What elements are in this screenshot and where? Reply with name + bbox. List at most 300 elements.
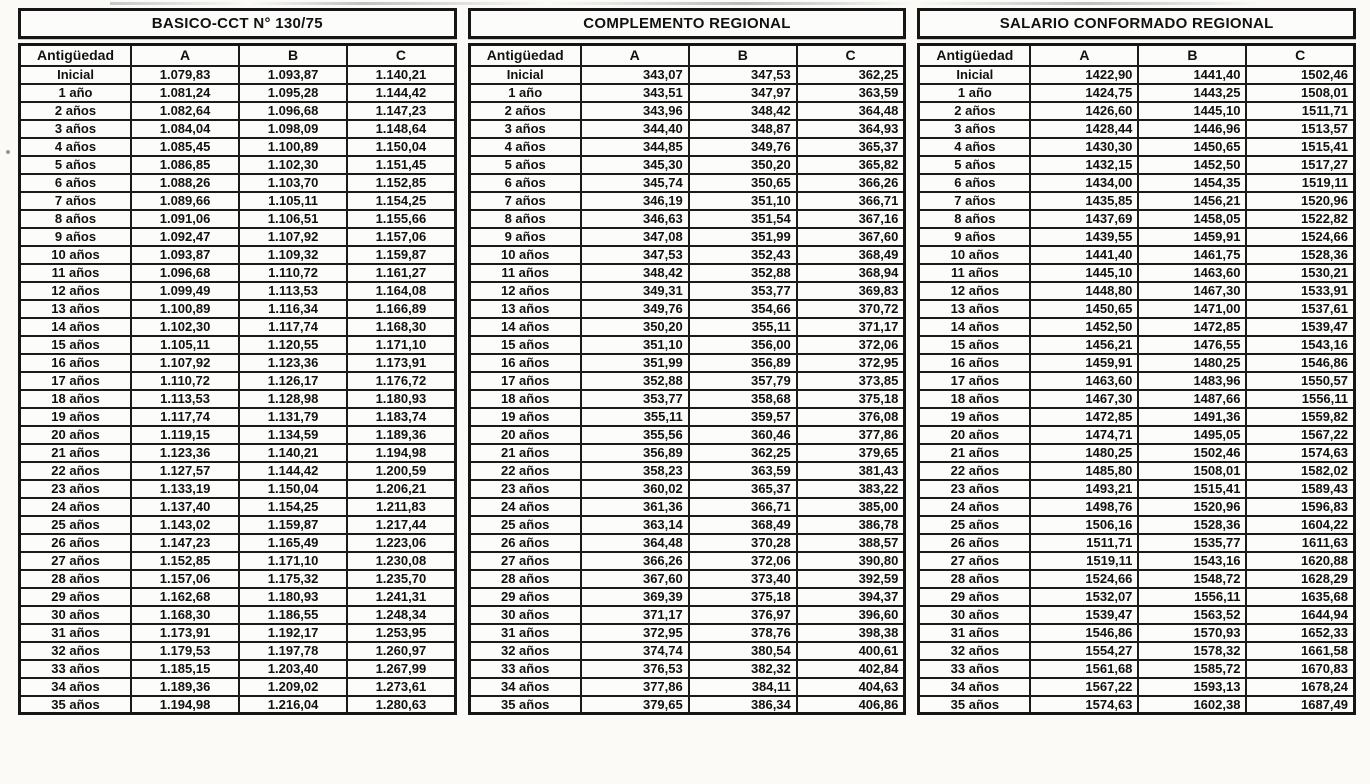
salary-value-cell: 377,86 bbox=[581, 678, 689, 696]
salary-value-cell: 1.109,32 bbox=[239, 246, 347, 264]
salary-value-cell: 1472,85 bbox=[1030, 408, 1138, 426]
salary-value-cell: 1459,91 bbox=[1030, 354, 1138, 372]
column-header-b: B bbox=[1138, 45, 1246, 66]
salary-value-cell: 356,89 bbox=[581, 444, 689, 462]
salary-value-cell: 1443,25 bbox=[1138, 84, 1246, 102]
salary-value-cell: 380,54 bbox=[689, 642, 797, 660]
salary-value-cell: 348,42 bbox=[689, 102, 797, 120]
table-row bbox=[20, 552, 456, 570]
salary-value-cell: 1.216,04 bbox=[239, 696, 347, 714]
table-row bbox=[919, 588, 1355, 606]
salary-value-cell: 1446,96 bbox=[1138, 120, 1246, 138]
antiguedad-cell: 25 años bbox=[20, 516, 132, 534]
antiguedad-cell: 23 años bbox=[20, 480, 132, 498]
salary-value-cell: 1.084,04 bbox=[131, 120, 239, 138]
salary-value-cell: 1.180,93 bbox=[347, 390, 455, 408]
antiguedad-cell: 24 años bbox=[469, 498, 581, 516]
antiguedad-cell: 6 años bbox=[20, 174, 132, 192]
table-row bbox=[20, 516, 456, 534]
salary-value-cell: 388,57 bbox=[797, 534, 905, 552]
salary-value-cell: 363,59 bbox=[797, 84, 905, 102]
antiguedad-cell: 31 años bbox=[919, 624, 1031, 642]
salary-value-cell: 1.280,63 bbox=[347, 696, 455, 714]
salary-value-cell: 1574,63 bbox=[1030, 696, 1138, 714]
salary-value-cell: 353,77 bbox=[581, 390, 689, 408]
salary-value-cell: 1567,22 bbox=[1246, 426, 1354, 444]
salary-value-cell: 356,89 bbox=[689, 354, 797, 372]
section-basico-cct bbox=[18, 8, 457, 715]
table-row bbox=[919, 264, 1355, 282]
salary-value-cell: 352,88 bbox=[689, 264, 797, 282]
salary-value-cell: 1.186,55 bbox=[239, 606, 347, 624]
salary-value-cell: 1458,05 bbox=[1138, 210, 1246, 228]
column-header-b: B bbox=[239, 45, 347, 66]
antiguedad-cell: 28 años bbox=[20, 570, 132, 588]
salary-value-cell: 1524,66 bbox=[1030, 570, 1138, 588]
salary-value-cell: 1.107,92 bbox=[131, 354, 239, 372]
salary-value-cell: 1506,16 bbox=[1030, 516, 1138, 534]
salary-value-cell: 1.117,74 bbox=[239, 318, 347, 336]
antiguedad-cell: 21 años bbox=[20, 444, 132, 462]
salary-value-cell: 1.173,91 bbox=[131, 624, 239, 642]
salary-value-cell: 1519,11 bbox=[1246, 174, 1354, 192]
antiguedad-cell: 9 años bbox=[469, 228, 581, 246]
salary-value-cell: 343,07 bbox=[581, 66, 689, 84]
antiguedad-cell: 15 años bbox=[919, 336, 1031, 354]
salary-value-cell: 1467,30 bbox=[1030, 390, 1138, 408]
salary-value-cell: 373,85 bbox=[797, 372, 905, 390]
salary-value-cell: 1.241,31 bbox=[347, 588, 455, 606]
table-row bbox=[469, 102, 905, 120]
table-row bbox=[20, 120, 456, 138]
antiguedad-cell: 8 años bbox=[469, 210, 581, 228]
salary-value-cell: 1430,30 bbox=[1030, 138, 1138, 156]
table-row bbox=[919, 678, 1355, 696]
salary-value-cell: 1459,91 bbox=[1138, 228, 1246, 246]
table-row bbox=[469, 660, 905, 678]
salary-value-cell: 1.223,06 bbox=[347, 534, 455, 552]
salary-value-cell: 1520,96 bbox=[1246, 192, 1354, 210]
scan-artifact bbox=[6, 150, 10, 154]
salary-value-cell: 1.110,72 bbox=[131, 372, 239, 390]
antiguedad-cell: 7 años bbox=[469, 192, 581, 210]
table-row bbox=[20, 336, 456, 354]
salary-value-cell: 365,37 bbox=[689, 480, 797, 498]
salary-value-cell: 1.093,87 bbox=[131, 246, 239, 264]
table-row bbox=[20, 318, 456, 336]
antiguedad-cell: 1 año bbox=[20, 84, 132, 102]
salary-value-cell: 1559,82 bbox=[1246, 408, 1354, 426]
table-row bbox=[919, 498, 1355, 516]
table-row bbox=[919, 318, 1355, 336]
salary-value-cell: 1528,36 bbox=[1246, 246, 1354, 264]
table-row bbox=[469, 696, 905, 714]
antiguedad-cell: 34 años bbox=[20, 678, 132, 696]
salary-value-cell: 1582,02 bbox=[1246, 462, 1354, 480]
salary-value-cell: 1472,85 bbox=[1138, 318, 1246, 336]
antiguedad-column-header: Antigüedad bbox=[919, 45, 1031, 66]
table-row bbox=[20, 570, 456, 588]
salary-value-cell: 400,61 bbox=[797, 642, 905, 660]
table-row bbox=[469, 120, 905, 138]
salary-value-cell: 344,85 bbox=[581, 138, 689, 156]
salary-value-cell: 362,25 bbox=[689, 444, 797, 462]
antiguedad-cell: 27 años bbox=[469, 552, 581, 570]
antiguedad-cell: 12 años bbox=[20, 282, 132, 300]
section-salario-conformado bbox=[917, 8, 1356, 715]
table-row bbox=[919, 570, 1355, 588]
antiguedad-cell: 34 años bbox=[469, 678, 581, 696]
salary-value-cell: 1539,47 bbox=[1246, 318, 1354, 336]
salary-value-cell: 386,34 bbox=[689, 696, 797, 714]
salary-value-cell: 392,59 bbox=[797, 570, 905, 588]
column-header-c: C bbox=[347, 45, 455, 66]
table-row bbox=[919, 138, 1355, 156]
salary-value-cell: 1483,96 bbox=[1138, 372, 1246, 390]
table-row bbox=[20, 696, 456, 714]
salary-value-cell: 350,20 bbox=[689, 156, 797, 174]
salary-value-cell: 1602,38 bbox=[1138, 696, 1246, 714]
salary-value-cell: 1454,35 bbox=[1138, 174, 1246, 192]
table-row bbox=[469, 138, 905, 156]
salary-value-cell: 1.159,87 bbox=[347, 246, 455, 264]
antiguedad-cell: 17 años bbox=[469, 372, 581, 390]
antiguedad-cell: 16 años bbox=[20, 354, 132, 372]
salary-value-cell: 358,23 bbox=[581, 462, 689, 480]
salary-value-cell: 1611,63 bbox=[1246, 534, 1354, 552]
salary-value-cell: 1.248,34 bbox=[347, 606, 455, 624]
salary-value-cell: 373,40 bbox=[689, 570, 797, 588]
table-row bbox=[919, 246, 1355, 264]
salary-value-cell: 1.192,17 bbox=[239, 624, 347, 642]
salary-value-cell: 352,88 bbox=[581, 372, 689, 390]
salary-value-cell: 368,49 bbox=[797, 246, 905, 264]
salary-value-cell: 1.159,87 bbox=[239, 516, 347, 534]
table-row bbox=[469, 354, 905, 372]
salary-value-cell: 355,11 bbox=[581, 408, 689, 426]
salary-value-cell: 349,76 bbox=[689, 138, 797, 156]
salary-value-cell: 370,28 bbox=[689, 534, 797, 552]
salary-value-cell: 1543,16 bbox=[1246, 336, 1354, 354]
antiguedad-cell: 22 años bbox=[469, 462, 581, 480]
table-row bbox=[20, 192, 456, 210]
salary-value-cell: 1508,01 bbox=[1138, 462, 1246, 480]
table-row bbox=[20, 534, 456, 552]
salary-value-cell: 363,14 bbox=[581, 516, 689, 534]
antiguedad-cell: 33 años bbox=[20, 660, 132, 678]
salary-value-cell: 377,86 bbox=[797, 426, 905, 444]
salary-value-cell: 1.100,89 bbox=[239, 138, 347, 156]
salary-value-cell: 1652,33 bbox=[1246, 624, 1354, 642]
salary-value-cell: 1.116,34 bbox=[239, 300, 347, 318]
antiguedad-cell: 13 años bbox=[20, 300, 132, 318]
table-row bbox=[919, 534, 1355, 552]
table-row bbox=[919, 210, 1355, 228]
table-row bbox=[469, 84, 905, 102]
salario-conformado-table bbox=[917, 43, 1356, 715]
salary-value-cell: 351,99 bbox=[689, 228, 797, 246]
salary-value-cell: 1.180,93 bbox=[239, 588, 347, 606]
salary-value-cell: 1.151,45 bbox=[347, 156, 455, 174]
antiguedad-cell: 19 años bbox=[20, 408, 132, 426]
section-title-complemento: COMPLEMENTO REGIONAL bbox=[468, 8, 907, 39]
salary-value-cell: 357,79 bbox=[689, 372, 797, 390]
table-row bbox=[20, 390, 456, 408]
salary-value-cell: 351,54 bbox=[689, 210, 797, 228]
salary-value-cell: 1.230,08 bbox=[347, 552, 455, 570]
salary-value-cell: 1.140,21 bbox=[347, 66, 455, 84]
salary-value-cell: 1.096,68 bbox=[239, 102, 347, 120]
salary-value-cell: 1480,25 bbox=[1138, 354, 1246, 372]
salary-value-cell: 347,08 bbox=[581, 228, 689, 246]
antiguedad-cell: 34 años bbox=[919, 678, 1031, 696]
salary-value-cell: 1556,11 bbox=[1138, 588, 1246, 606]
table-row bbox=[469, 156, 905, 174]
salary-value-cell: 1463,60 bbox=[1030, 372, 1138, 390]
salary-value-cell: 375,18 bbox=[689, 588, 797, 606]
table-row bbox=[469, 606, 905, 624]
antiguedad-cell: 22 años bbox=[919, 462, 1031, 480]
antiguedad-column-header: Antigüedad bbox=[20, 45, 132, 66]
salary-value-cell: 1448,80 bbox=[1030, 282, 1138, 300]
salary-value-cell: 1687,49 bbox=[1246, 696, 1354, 714]
table-row bbox=[469, 444, 905, 462]
table-row bbox=[469, 390, 905, 408]
salary-value-cell: 1532,07 bbox=[1030, 588, 1138, 606]
antiguedad-cell: 11 años bbox=[20, 264, 132, 282]
salary-value-cell: 1435,85 bbox=[1030, 192, 1138, 210]
table-row bbox=[919, 372, 1355, 390]
salary-value-cell: 1502,46 bbox=[1246, 66, 1354, 84]
salary-value-cell: 362,25 bbox=[797, 66, 905, 84]
table-row bbox=[919, 300, 1355, 318]
antiguedad-cell: 9 años bbox=[20, 228, 132, 246]
salary-value-cell: 1635,68 bbox=[1246, 588, 1354, 606]
salary-value-cell: 1519,11 bbox=[1030, 552, 1138, 570]
salary-value-cell: 1530,21 bbox=[1246, 264, 1354, 282]
salary-value-cell: 351,10 bbox=[689, 192, 797, 210]
table-row bbox=[20, 282, 456, 300]
salary-value-cell: 1.147,23 bbox=[131, 534, 239, 552]
table-row bbox=[919, 426, 1355, 444]
table-row bbox=[20, 66, 456, 84]
antiguedad-cell: 11 años bbox=[919, 264, 1031, 282]
salary-value-cell: 344,40 bbox=[581, 120, 689, 138]
salary-value-cell: 372,06 bbox=[797, 336, 905, 354]
salary-value-cell: 1.127,57 bbox=[131, 462, 239, 480]
table-row bbox=[20, 264, 456, 282]
salary-value-cell: 1561,68 bbox=[1030, 660, 1138, 678]
salary-value-cell: 1.154,25 bbox=[347, 192, 455, 210]
salary-value-cell: 1422,90 bbox=[1030, 66, 1138, 84]
salary-value-cell: 349,76 bbox=[581, 300, 689, 318]
salary-value-cell: 366,26 bbox=[581, 552, 689, 570]
salary-value-cell: 1.140,21 bbox=[239, 444, 347, 462]
salary-value-cell: 1528,36 bbox=[1138, 516, 1246, 534]
salary-value-cell: 1556,11 bbox=[1246, 390, 1354, 408]
salary-value-cell: 366,26 bbox=[797, 174, 905, 192]
salary-value-cell: 367,60 bbox=[581, 570, 689, 588]
salary-value-cell: 1.189,36 bbox=[347, 426, 455, 444]
salary-value-cell: 1467,30 bbox=[1138, 282, 1246, 300]
antiguedad-column-header: Antigüedad bbox=[469, 45, 581, 66]
column-header-a: A bbox=[1030, 45, 1138, 66]
table-row bbox=[919, 102, 1355, 120]
salary-value-cell: 406,86 bbox=[797, 696, 905, 714]
antiguedad-cell: 3 años bbox=[919, 120, 1031, 138]
antiguedad-cell: 9 años bbox=[919, 228, 1031, 246]
table-row bbox=[919, 462, 1355, 480]
table-row bbox=[469, 246, 905, 264]
scan-artifact bbox=[110, 2, 1260, 5]
table-row bbox=[20, 498, 456, 516]
antiguedad-cell: 4 años bbox=[469, 138, 581, 156]
salary-value-cell: 1428,44 bbox=[1030, 120, 1138, 138]
column-header-b: B bbox=[689, 45, 797, 66]
salary-value-cell: 1.137,40 bbox=[131, 498, 239, 516]
salary-value-cell: 1441,40 bbox=[1030, 246, 1138, 264]
salary-value-cell: 1.102,30 bbox=[239, 156, 347, 174]
table-row bbox=[469, 678, 905, 696]
salary-value-cell: 374,74 bbox=[581, 642, 689, 660]
table-row bbox=[20, 480, 456, 498]
antiguedad-cell: 27 años bbox=[919, 552, 1031, 570]
antiguedad-cell: 29 años bbox=[469, 588, 581, 606]
salary-value-cell: 383,22 bbox=[797, 480, 905, 498]
table-row bbox=[20, 210, 456, 228]
salary-value-cell: 1491,36 bbox=[1138, 408, 1246, 426]
table-row bbox=[919, 354, 1355, 372]
salary-value-cell: 1502,46 bbox=[1138, 444, 1246, 462]
antiguedad-cell: 4 años bbox=[20, 138, 132, 156]
salary-value-cell: 1.093,87 bbox=[239, 66, 347, 84]
antiguedad-cell: 35 años bbox=[20, 696, 132, 714]
salary-value-cell: 381,43 bbox=[797, 462, 905, 480]
table-row bbox=[469, 462, 905, 480]
salary-value-cell: 398,38 bbox=[797, 624, 905, 642]
salary-value-cell: 1.260,97 bbox=[347, 642, 455, 660]
salary-value-cell: 1.143,02 bbox=[131, 516, 239, 534]
antiguedad-cell: 25 años bbox=[919, 516, 1031, 534]
table-row bbox=[20, 354, 456, 372]
salary-value-cell: 1424,75 bbox=[1030, 84, 1138, 102]
salary-value-cell: 394,37 bbox=[797, 588, 905, 606]
antiguedad-cell: 1 año bbox=[919, 84, 1031, 102]
salary-value-cell: 1445,10 bbox=[1030, 264, 1138, 282]
salary-value-cell: 382,32 bbox=[689, 660, 797, 678]
salary-value-cell: 360,46 bbox=[689, 426, 797, 444]
salary-value-cell: 351,10 bbox=[581, 336, 689, 354]
salary-value-cell: 1476,55 bbox=[1138, 336, 1246, 354]
salary-value-cell: 1450,65 bbox=[1030, 300, 1138, 318]
antiguedad-cell: 14 años bbox=[919, 318, 1031, 336]
table-row bbox=[919, 228, 1355, 246]
salary-value-cell: 1.157,06 bbox=[131, 570, 239, 588]
table-row bbox=[469, 210, 905, 228]
salary-value-cell: 1554,27 bbox=[1030, 642, 1138, 660]
section-title-salario-conformado: SALARIO CONFORMADO REGIONAL bbox=[917, 8, 1356, 39]
salary-value-cell: 343,51 bbox=[581, 84, 689, 102]
salary-value-cell: 1.157,06 bbox=[347, 228, 455, 246]
table-row bbox=[469, 516, 905, 534]
salary-value-cell: 1.082,64 bbox=[131, 102, 239, 120]
table-row bbox=[469, 336, 905, 354]
salary-value-cell: 1485,80 bbox=[1030, 462, 1138, 480]
table-row bbox=[469, 426, 905, 444]
salary-value-cell: 376,08 bbox=[797, 408, 905, 426]
salary-value-cell: 1513,57 bbox=[1246, 120, 1354, 138]
table-row bbox=[20, 246, 456, 264]
salary-value-cell: 355,56 bbox=[581, 426, 689, 444]
salary-value-cell: 1.165,49 bbox=[239, 534, 347, 552]
salary-value-cell: 1570,93 bbox=[1138, 624, 1246, 642]
salary-value-cell: 1.273,61 bbox=[347, 678, 455, 696]
salary-value-cell: 1450,65 bbox=[1138, 138, 1246, 156]
salary-value-cell: 367,16 bbox=[797, 210, 905, 228]
table-row bbox=[469, 192, 905, 210]
salary-value-cell: 376,97 bbox=[689, 606, 797, 624]
salary-value-cell: 1437,69 bbox=[1030, 210, 1138, 228]
antiguedad-cell: 18 años bbox=[469, 390, 581, 408]
salary-value-cell: 1.253,95 bbox=[347, 624, 455, 642]
antiguedad-cell: 32 años bbox=[469, 642, 581, 660]
table-row bbox=[919, 696, 1355, 714]
table-row bbox=[20, 642, 456, 660]
salary-value-cell: 1456,21 bbox=[1138, 192, 1246, 210]
salary-value-cell: 345,74 bbox=[581, 174, 689, 192]
salary-value-cell: 1.106,51 bbox=[239, 210, 347, 228]
salary-value-cell: 1.189,36 bbox=[131, 678, 239, 696]
salary-value-cell: 1.197,78 bbox=[239, 642, 347, 660]
column-header-a: A bbox=[131, 45, 239, 66]
salary-value-cell: 1.166,89 bbox=[347, 300, 455, 318]
table-row bbox=[919, 174, 1355, 192]
salary-value-cell: 1593,13 bbox=[1138, 678, 1246, 696]
table-header-row bbox=[469, 45, 905, 66]
salary-value-cell: 1.200,59 bbox=[347, 462, 455, 480]
salary-value-cell: 1.203,40 bbox=[239, 660, 347, 678]
salary-value-cell: 349,31 bbox=[581, 282, 689, 300]
salary-value-cell: 1.171,10 bbox=[239, 552, 347, 570]
salary-value-cell: 1.088,26 bbox=[131, 174, 239, 192]
salary-value-cell: 402,84 bbox=[797, 660, 905, 678]
table-row bbox=[20, 156, 456, 174]
salary-value-cell: 1.120,55 bbox=[239, 336, 347, 354]
antiguedad-cell: 13 años bbox=[919, 300, 1031, 318]
salary-value-cell: 1495,05 bbox=[1138, 426, 1246, 444]
antiguedad-cell: 17 años bbox=[20, 372, 132, 390]
salary-value-cell: 1546,86 bbox=[1030, 624, 1138, 642]
salary-value-cell: 347,97 bbox=[689, 84, 797, 102]
antiguedad-cell: 30 años bbox=[919, 606, 1031, 624]
salary-value-cell: 1644,94 bbox=[1246, 606, 1354, 624]
salary-value-cell: 351,99 bbox=[581, 354, 689, 372]
salary-value-cell: 1463,60 bbox=[1138, 264, 1246, 282]
salary-value-cell: 1524,66 bbox=[1246, 228, 1354, 246]
salary-value-cell: 1.235,70 bbox=[347, 570, 455, 588]
antiguedad-cell: 10 años bbox=[20, 246, 132, 264]
salary-value-cell: 346,19 bbox=[581, 192, 689, 210]
table-row bbox=[20, 660, 456, 678]
salary-value-cell: 1.134,59 bbox=[239, 426, 347, 444]
salary-value-cell: 1441,40 bbox=[1138, 66, 1246, 84]
table-row bbox=[469, 264, 905, 282]
salary-value-cell: 371,17 bbox=[581, 606, 689, 624]
salary-value-cell: 371,17 bbox=[797, 318, 905, 336]
salary-value-cell: 1.123,36 bbox=[239, 354, 347, 372]
salary-value-cell: 369,39 bbox=[581, 588, 689, 606]
table-row bbox=[469, 408, 905, 426]
